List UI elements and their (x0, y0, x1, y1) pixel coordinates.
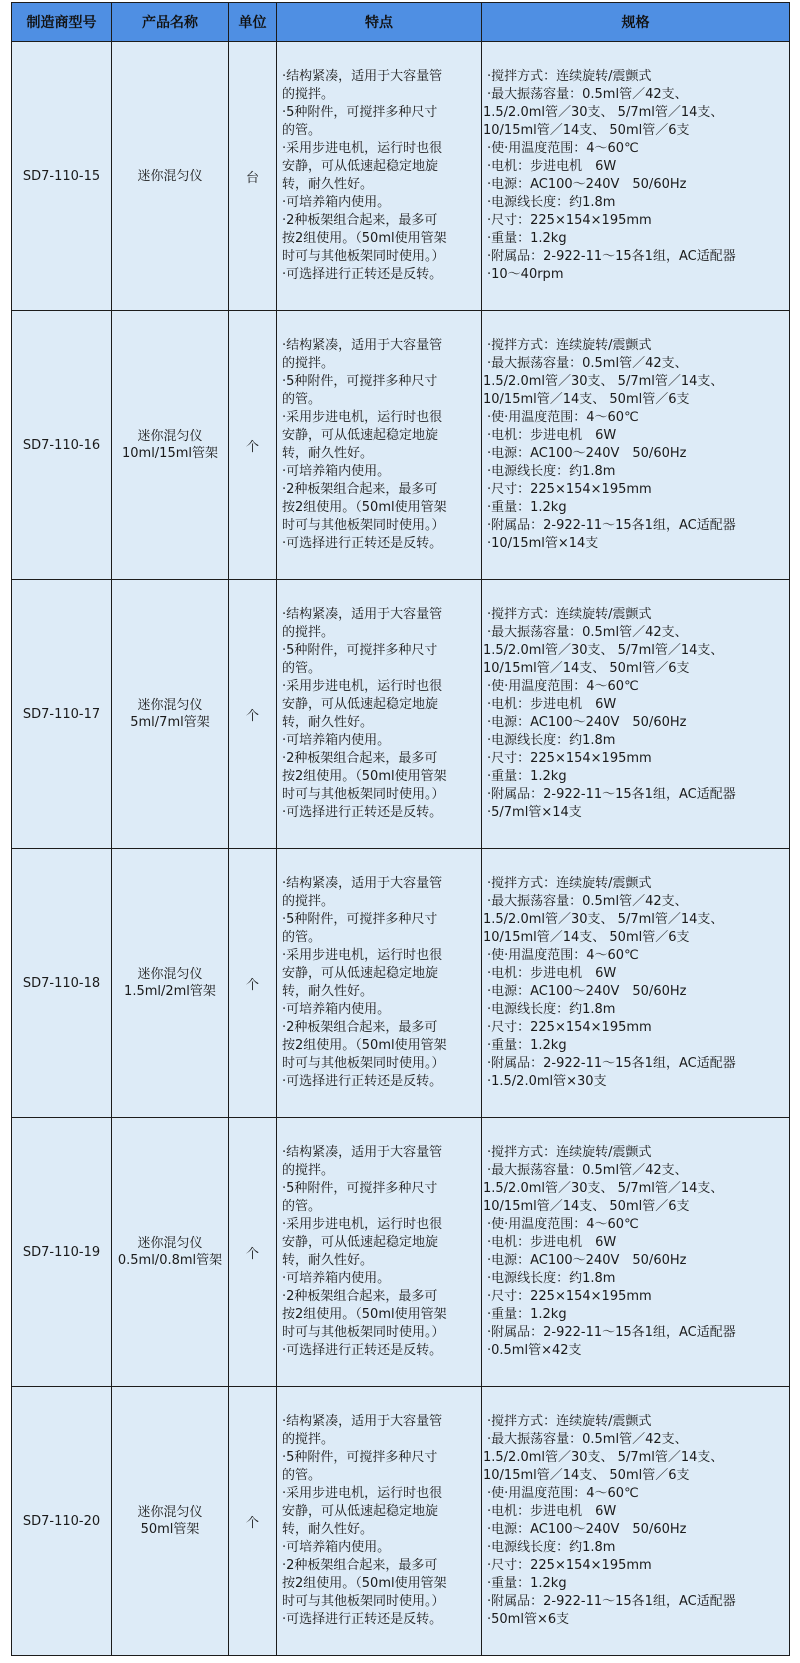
spec-line: ·最大振荡容量：0.5ml管／42支、 (487, 1432, 688, 1447)
feature-line: ·可选择进行正转还是反转。 (282, 267, 443, 282)
spec-line: 10/15ml管／14支、 50ml管／6支 (483, 392, 690, 407)
spec-line: ·附属品：2-922-11～15各1组，AC适配器 (487, 787, 736, 802)
feature-line: 转，耐久性好。 (282, 446, 374, 461)
spec-line: ·电源线长度：约1.8m (487, 195, 616, 210)
spec-line: ·电源线长度：约1.8m (487, 1002, 616, 1017)
feature-line: 时可与其他板架同时使用。） (282, 1056, 445, 1071)
feature-line: ·结构紧凑，适用于大容量管 (282, 1145, 443, 1160)
feature-line: 转，耐久性好。 (282, 715, 374, 730)
spec-line: ·尺寸：225×154×195mm (487, 1289, 652, 1304)
feature-line: ·结构紧凑，适用于大容量管 (282, 1414, 443, 1429)
header-features: 特点 (277, 3, 482, 42)
spec-line: ·10/15ml管×14支 (487, 536, 599, 551)
spec-line: ·电机：步进电机 6W (487, 966, 617, 981)
feature-line: 按2组使用。（50ml使用管架 (282, 1576, 447, 1591)
spec-line: ·电源线长度：约1.8m (487, 733, 616, 748)
spec-line: ·最大振荡容量：0.5ml管／42支、 (487, 356, 688, 371)
feature-line: ·采用步进电机，运行时也很 (282, 948, 443, 963)
cell-features (277, 580, 482, 849)
cell-model: SD7-110-20 (12, 1387, 112, 1656)
table-row (12, 311, 790, 580)
table-row (12, 1387, 790, 1656)
product-name-line: 迷你混匀仪 (137, 698, 203, 713)
feature-line: ·可培养箱内使用。 (282, 1271, 391, 1286)
feature-line: ·5种附件，可搅拌多种尺寸 (282, 1450, 438, 1465)
feature-line: 按2组使用。（50ml使用管架 (282, 1038, 447, 1053)
feature-line: 安静，可从低速起稳定地旋 (282, 428, 439, 443)
feature-line: ·2种板架组合起来，最多可 (282, 1289, 438, 1304)
feature-line: 时可与其他板架同时使用。） (282, 1594, 445, 1609)
feature-line: 的管。 (282, 123, 322, 138)
feature-line: 的搅拌。 (282, 87, 335, 102)
spec-line: ·使·用温度范围：4～60℃ (487, 141, 639, 156)
spec-line: 1.5/2.0ml管／30支、 5/7ml管／14支、 (483, 1450, 724, 1465)
header-unit: 单位 (229, 3, 277, 42)
feature-line: 时可与其他板架同时使用。） (282, 1325, 445, 1340)
spec-line: ·电机：步进电机 6W (487, 1504, 617, 1519)
product-spec-table-container (11, 2, 789, 1656)
spec-line: ·重量：1.2kg (487, 500, 567, 515)
cell-model: SD7-110-19 (12, 1118, 112, 1387)
spec-line: ·电机：步进电机 6W (487, 1235, 617, 1250)
cell-model: SD7-110-15 (12, 42, 112, 311)
product-name-line: 迷你混匀仪 (137, 1505, 203, 1520)
spec-line: ·最大振荡容量：0.5ml管／42支、 (487, 1163, 688, 1178)
cell-specs (482, 42, 790, 311)
cell-features (277, 42, 482, 311)
cell-specs (482, 849, 790, 1118)
spec-line: 10/15ml管／14支、 50ml管／6支 (483, 123, 690, 138)
spec-line: ·0.5ml管×42支 (487, 1343, 582, 1358)
cell-model: SD7-110-18 (12, 849, 112, 1118)
spec-line: ·重量：1.2kg (487, 1576, 567, 1591)
feature-line: ·可选择进行正转还是反转。 (282, 1343, 443, 1358)
product-name-line: 5ml/7ml管架 (130, 715, 210, 730)
feature-line: 的搅拌。 (282, 894, 335, 909)
spec-line: ·电源：AC100～240V 50/60Hz (487, 177, 687, 192)
spec-line: 1.5/2.0ml管／30支、 5/7ml管／14支、 (483, 374, 724, 389)
feature-line: ·可选择进行正转还是反转。 (282, 536, 443, 551)
feature-line: 安静，可从低速起稳定地旋 (282, 697, 439, 712)
feature-line: 按2组使用。（50ml使用管架 (282, 231, 447, 246)
spec-line: ·最大振荡容量：0.5ml管／42支、 (487, 625, 688, 640)
feature-line: ·采用步进电机，运行时也很 (282, 1486, 443, 1501)
cell-unit: 个 (229, 849, 277, 1118)
feature-line: ·可培养箱内使用。 (282, 464, 391, 479)
feature-line: 的搅拌。 (282, 1163, 335, 1178)
table-row (12, 1118, 790, 1387)
feature-line: ·2种板架组合起来，最多可 (282, 482, 438, 497)
spec-line: ·电机：步进电机 6W (487, 159, 617, 174)
spec-line: ·电源：AC100～240V 50/60Hz (487, 1253, 687, 1268)
product-name-line: 迷你混匀仪 (137, 168, 203, 184)
feature-line: ·可选择进行正转还是反转。 (282, 805, 443, 820)
spec-line: ·附属品：2-922-11～15各1组，AC适配器 (487, 518, 736, 533)
spec-line: ·重量：1.2kg (487, 769, 567, 784)
spec-line: ·5/7ml管×14支 (487, 805, 582, 820)
feature-line: ·可培养箱内使用。 (282, 733, 391, 748)
cell-features (277, 849, 482, 1118)
feature-line: 的管。 (282, 930, 322, 945)
table-header-row (12, 3, 790, 42)
feature-line: 转，耐久性好。 (282, 1522, 374, 1537)
feature-line: 按2组使用。（50ml使用管架 (282, 769, 447, 784)
spec-line: ·使·用温度范围：4～60℃ (487, 948, 639, 963)
cell-unit: 个 (229, 1387, 277, 1656)
feature-line: 的搅拌。 (282, 625, 335, 640)
spec-line: ·尺寸：225×154×195mm (487, 751, 652, 766)
feature-line: ·2种板架组合起来，最多可 (282, 1020, 438, 1035)
feature-line: ·2种板架组合起来，最多可 (282, 213, 438, 228)
cell-specs (482, 1118, 790, 1387)
table-row (12, 580, 790, 849)
spec-line: 1.5/2.0ml管／30支、 5/7ml管／14支、 (483, 643, 724, 658)
feature-line: ·结构紧凑，适用于大容量管 (282, 607, 443, 622)
spec-line: ·电源：AC100～240V 50/60Hz (487, 446, 687, 461)
spec-line: ·电源线长度：约1.8m (487, 1271, 616, 1286)
cell-model: SD7-110-16 (12, 311, 112, 580)
feature-line: 的管。 (282, 1199, 322, 1214)
spec-line: ·搅拌方式：连续旋转/震颤式 (487, 876, 652, 891)
spec-line: ·重量：1.2kg (487, 1307, 567, 1322)
spec-line: ·使·用温度范围：4～60℃ (487, 1217, 639, 1232)
cell-features (277, 311, 482, 580)
feature-line: ·结构紧凑，适用于大容量管 (282, 69, 443, 84)
table-row (12, 42, 790, 311)
feature-line: ·5种附件，可搅拌多种尺寸 (282, 643, 438, 658)
feature-line: ·5种附件，可搅拌多种尺寸 (282, 374, 438, 389)
spec-line: ·尺寸：225×154×195mm (487, 213, 652, 228)
spec-line: ·电机：步进电机 6W (487, 428, 617, 443)
feature-line: ·5种附件，可搅拌多种尺寸 (282, 1181, 438, 1196)
product-name-line: 10ml/15ml管架 (121, 446, 218, 461)
header-product-name: 产品名称 (112, 3, 229, 42)
feature-line: 转，耐久性好。 (282, 177, 374, 192)
table-body (12, 42, 790, 1656)
spec-line: ·使·用温度范围：4～60℃ (487, 679, 639, 694)
feature-line: ·采用步进电机，运行时也很 (282, 410, 443, 425)
spec-line: ·重量：1.2kg (487, 1038, 567, 1053)
cell-features (277, 1387, 482, 1656)
feature-line: ·5种附件，可搅拌多种尺寸 (282, 912, 438, 927)
cell-unit: 台 (229, 42, 277, 311)
spec-line: ·50ml管×6支 (487, 1612, 570, 1627)
cell-product-name (112, 849, 229, 1118)
feature-line: ·采用步进电机，运行时也很 (282, 1217, 443, 1232)
cell-product-name (112, 311, 229, 580)
feature-line: 的管。 (282, 392, 322, 407)
product-name-line: 1.5ml/2ml管架 (124, 984, 216, 999)
spec-line: ·电源线长度：约1.8m (487, 464, 616, 479)
feature-line: ·2种板架组合起来，最多可 (282, 751, 438, 766)
spec-line: 1.5/2.0ml管／30支、 5/7ml管／14支、 (483, 912, 724, 927)
feature-line: 时可与其他板架同时使用。） (282, 249, 445, 264)
feature-line: ·可培养箱内使用。 (282, 1002, 391, 1017)
spec-line: ·尺寸：225×154×195mm (487, 1020, 652, 1035)
cell-unit: 个 (229, 1118, 277, 1387)
product-name-line: 50ml管架 (140, 1522, 200, 1537)
spec-line: ·重量：1.2kg (487, 231, 567, 246)
header-specs: 规格 (482, 3, 790, 42)
spec-line: ·电源线长度：约1.8m (487, 1540, 616, 1555)
cell-features (277, 1118, 482, 1387)
feature-line: 安静，可从低速起稳定地旋 (282, 966, 439, 981)
feature-line: ·2种板架组合起来，最多可 (282, 1558, 438, 1573)
spec-line: 1.5/2.0ml管／30支、 5/7ml管／14支、 (483, 105, 724, 120)
spec-line: ·最大振荡容量：0.5ml管／42支、 (487, 87, 688, 102)
feature-line: 时可与其他板架同时使用。） (282, 787, 445, 802)
feature-line: 转，耐久性好。 (282, 984, 374, 999)
cell-specs (482, 580, 790, 849)
spec-line: ·尺寸：225×154×195mm (487, 1558, 652, 1573)
cell-product-name (112, 42, 229, 311)
feature-line: 时可与其他板架同时使用。） (282, 518, 445, 533)
cell-specs (482, 1387, 790, 1656)
spec-line: ·附属品：2-922-11～15各1组，AC适配器 (487, 1594, 736, 1609)
spec-line: ·最大振荡容量：0.5ml管／42支、 (487, 894, 688, 909)
spec-line: 10/15ml管／14支、 50ml管／6支 (483, 661, 690, 676)
cell-model: SD7-110-17 (12, 580, 112, 849)
spec-line: ·附属品：2-922-11～15各1组，AC适配器 (487, 1325, 736, 1340)
feature-line: 的搅拌。 (282, 356, 335, 371)
spec-line: ·搅拌方式：连续旋转/震颤式 (487, 69, 652, 84)
feature-line: ·可选择进行正转还是反转。 (282, 1074, 443, 1089)
feature-line: ·结构紧凑，适用于大容量管 (282, 876, 443, 891)
spec-line: ·使·用温度范围：4～60℃ (487, 410, 639, 425)
cell-unit: 个 (229, 580, 277, 849)
spec-line: ·搅拌方式：连续旋转/震颤式 (487, 607, 652, 622)
spec-line: ·电机：步进电机 6W (487, 697, 617, 712)
spec-line: 10/15ml管／14支、 50ml管／6支 (483, 1199, 690, 1214)
feature-line: ·可培养箱内使用。 (282, 1540, 391, 1555)
spec-line: ·附属品：2-922-11～15各1组，AC适配器 (487, 1056, 736, 1071)
spec-line: 1.5/2.0ml管／30支、 5/7ml管／14支、 (483, 1181, 724, 1196)
feature-line: ·结构紧凑，适用于大容量管 (282, 338, 443, 353)
product-spec-table (11, 2, 790, 1656)
table-row (12, 849, 790, 1118)
spec-line: ·1.5/2.0ml管×30支 (487, 1074, 607, 1089)
spec-line: 10/15ml管／14支、 50ml管／6支 (483, 1468, 690, 1483)
cell-product-name (112, 580, 229, 849)
cell-product-name (112, 1387, 229, 1656)
feature-line: ·采用步进电机，运行时也很 (282, 141, 443, 156)
spec-line: ·10～40rpm (487, 267, 564, 282)
cell-product-name (112, 1118, 229, 1387)
spec-line: ·搅拌方式：连续旋转/震颤式 (487, 338, 652, 353)
feature-line: 按2组使用。（50ml使用管架 (282, 500, 447, 515)
feature-line: 安静，可从低速起稳定地旋 (282, 159, 439, 174)
cell-specs (482, 311, 790, 580)
cell-unit: 个 (229, 311, 277, 580)
feature-line: ·5种附件，可搅拌多种尺寸 (282, 105, 438, 120)
spec-line: ·搅拌方式：连续旋转/震颤式 (487, 1414, 652, 1429)
spec-line: ·尺寸：225×154×195mm (487, 482, 652, 497)
spec-line: ·搅拌方式：连续旋转/震颤式 (487, 1145, 652, 1160)
feature-line: ·可培养箱内使用。 (282, 195, 391, 210)
feature-line: 安静，可从低速起稳定地旋 (282, 1235, 439, 1250)
spec-line: ·电源：AC100～240V 50/60Hz (487, 715, 687, 730)
feature-line: 按2组使用。（50ml使用管架 (282, 1307, 447, 1322)
spec-line: ·电源：AC100～240V 50/60Hz (487, 984, 687, 999)
feature-line: 的管。 (282, 661, 322, 676)
product-name-line: 迷你混匀仪 (137, 967, 203, 982)
feature-line: 的管。 (282, 1468, 322, 1483)
spec-line: ·附属品：2-922-11～15各1组，AC适配器 (487, 249, 736, 264)
feature-line: ·可选择进行正转还是反转。 (282, 1612, 443, 1627)
product-name-line: 迷你混匀仪 (137, 429, 203, 444)
product-name-line: 0.5ml/0.8ml管架 (117, 1253, 223, 1268)
feature-line: 的搅拌。 (282, 1432, 335, 1447)
header-model: 制造商型号 (12, 3, 112, 42)
feature-line: 安静，可从低速起稳定地旋 (282, 1504, 439, 1519)
spec-line: 10/15ml管／14支、 50ml管／6支 (483, 930, 690, 945)
product-name-line: 迷你混匀仪 (137, 1236, 203, 1251)
spec-line: ·使·用温度范围：4～60℃ (487, 1486, 639, 1501)
spec-line: ·电源：AC100～240V 50/60Hz (487, 1522, 687, 1537)
feature-line: 转，耐久性好。 (282, 1253, 374, 1268)
feature-line: ·采用步进电机，运行时也很 (282, 679, 443, 694)
